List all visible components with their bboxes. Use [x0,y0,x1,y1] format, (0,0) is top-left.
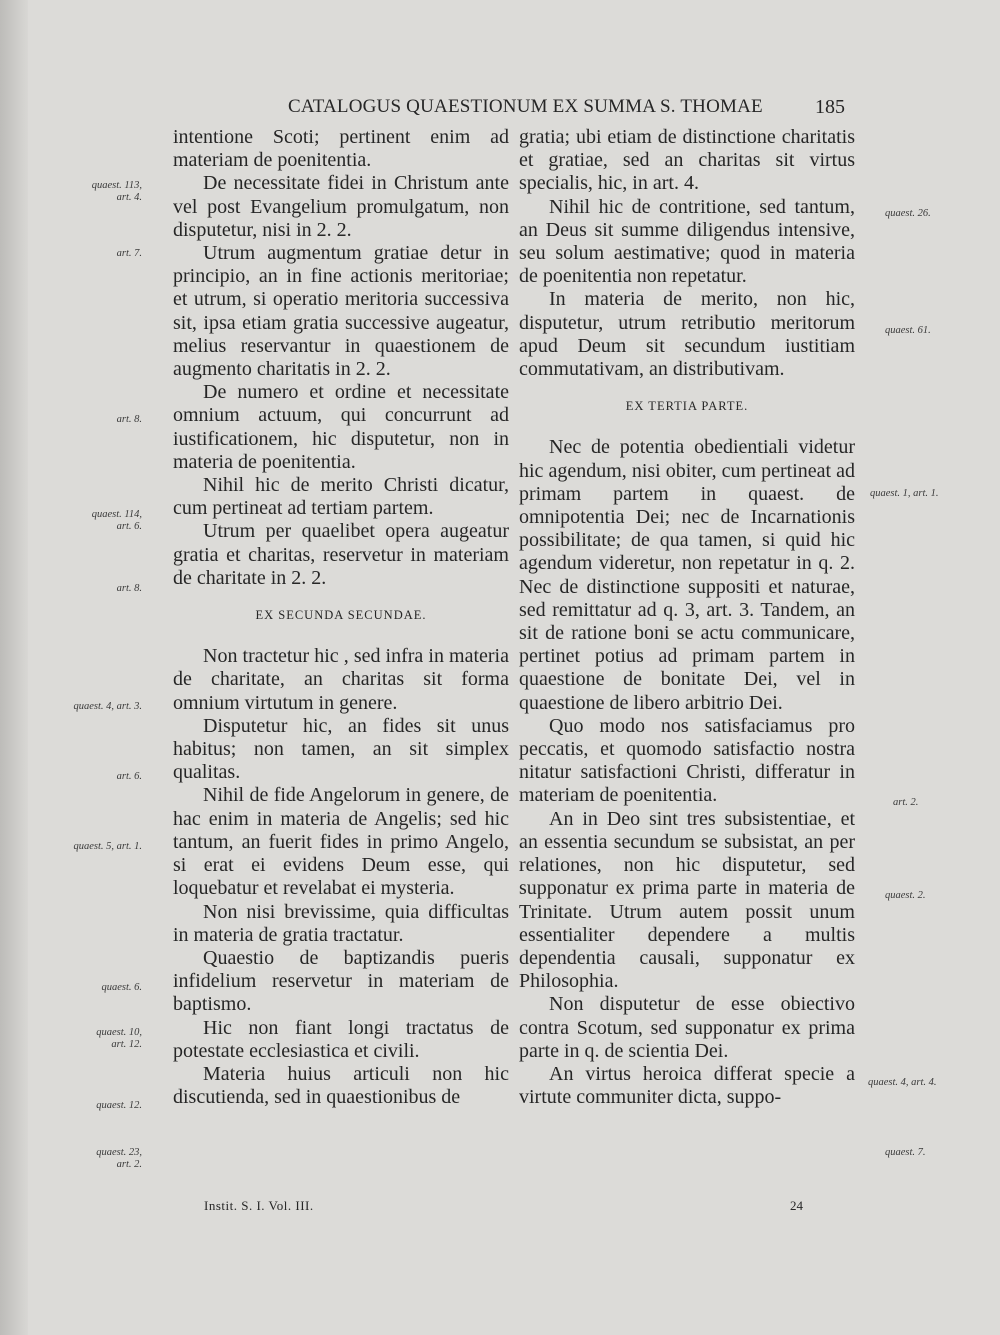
section-heading: EX SECUNDA SECUNDAE. [255,608,427,623]
paragraph: An in Deo sint tres subsistentiae, et an essentia secundum se subsistat, an per relationes, non hic disputetur, sed supponatur ex prima parte in materia de Trinitate. Utrum autem possit unum essentialiter dependere a multis dependentia causali, supponatur ex Philosophia. [519,807,855,993]
margin-reference: quaest. 1, art. 1. [870,488,939,499]
margin-reference: art. 7. [116,248,142,259]
paragraph: Materia huius articuli non hic discutienda, sed in quaestionibus de [173,1062,509,1109]
margin-reference: quaest. 6. [101,982,142,993]
margin-reference: quaest. 4, art. 3. [73,701,142,712]
paragraph: Nihil hic de contritione, sed tantum, an Deus sit summe diligendus intensive, seu solum aestimative; quod in materia de poenitentia non repetatur. [519,195,855,288]
running-title: CATALOGUS QUAESTIONUM EX SUMMA S. THOMAE [288,96,763,117]
margin-reference: quaest. 10, art. 12. [96,1027,142,1050]
paragraph: Nihil hic de merito Christi dicatur, cum pertineat ad tertiam partem. [173,474,509,520]
page-gutter-shadow [0,0,28,1335]
paragraph: Hic non fiant longi tractatus de potestate ecclesiastica et civili. [173,1016,509,1062]
paragraph: Quaestio de baptizandis pueris infidelium reservetur in materiam de baptismo. [173,946,509,1016]
left-text-column [173,126,509,1109]
margin-reference: quaest. 2. [885,890,926,901]
margin-reference: art. 2. [893,797,919,808]
margin-reference: quaest. 4, art. 4. [868,1077,937,1088]
paragraph: Non tractetur hic , sed infra in materia de charitate, an charitas sit forma omnium virtutum in genere. [173,645,509,714]
paragraph: Utrum per quaelibet opera augeatur gratia et charitas, reservetur in materiam de charitate in 2. 2. [173,520,509,589]
paragraph: Utrum augmentum gratiae detur in principio, an in fine actionis meritoriae; et utrum, si operatio meritoria successiva sit, ipsa etiam gratia successive augeatur, melius reservantur in quaestionem de augmento charitatis in 2. 2. [173,242,509,381]
paragraph: gratia; ubi etiam de distinctione charitatis et gratiae, sed an charitas sit virtus specialis, hic, in art. 4. [519,126,855,195]
margin-reference: quaest. 5, art. 1. [73,841,142,852]
paragraph: intentione Scoti; pertinent enim ad materiam de poenitentia. [173,126,509,172]
paragraph: De numero et ordine et necessitate omnium actuum, qui concurrunt ad iustificationem, hic disputetur, non in materia de poenitentia. [173,381,509,473]
paragraph: De necessitate fidei in Christum ante vel post Evangelium promulgatum, non disputetur, nisi in 2. 2. [173,172,509,241]
margin-reference: art. 6. [116,771,142,782]
paragraph: Quo modo nos satisfaciamus pro peccatis, et quomodo satisfactio nostra nitatur satisfactioni Christi, differatur in materiam de poenitentia. [519,714,855,807]
paragraph: In materia de merito, non hic, disputetur, utrum retributio meritorum apud Deum sit secundum iustitiam commutativam, an distributivam. [519,288,855,381]
margin-reference: quaest. 7. [885,1147,926,1158]
printer-signature: Instit. S. I. Vol. III. [204,1198,314,1213]
paragraph: An virtus heroica differat specie a virtute communiter dicta, suppo- [519,1062,855,1109]
page-number: 185 [815,96,845,118]
paragraph: Disputetur hic, an fides sit unus habitus; non tamen, an sit simplex qualitas. [173,714,509,784]
paragraph: Non nisi brevissime, quia difficultas in materia de gratia tractatur. [173,900,509,946]
margin-reference: quaest. 26. [885,208,931,219]
sheet-number: 24 [790,1198,803,1213]
right-text-column [519,126,855,1109]
margin-reference: art. 8. [116,583,142,594]
margin-reference: art. 8. [116,414,142,425]
paragraph: Nec de potentia obedientiali videtur hic agendum, nisi obiter, cum pertineat ad primam partem in quaest. de omnipotentia Dei; nec de Incarnationis possibilitate; de qua tamen, si quid hic agendum videretur, non repetatur in q. 2. Nec de distinctione suppositi et naturae, sed remittatur ad q. 3, art. 3. Tandem, an sit de ratione boni se actu communicare, pertinet potius ad primam partem in quaestione de bonitate Dei, vel in quaestione de libero arbitrio Dei. [519,436,855,714]
margin-reference: quaest. 23, art. 2. [96,1147,142,1170]
margin-reference: quaest. 114, art. 6. [91,509,142,532]
margin-reference: quaest. 12. [96,1100,142,1111]
margin-reference: quaest. 61. [885,325,931,336]
margin-reference: quaest. 113, art. 4. [91,180,142,203]
paragraph: Nihil de fide Angelorum in genere, de hac enim in materia de Angelis; sed hic tantum, an fuerit fides in primo Angelo, si erat ei evidens Deum esse, qui loquebatur et revelabat ei mysteria. [173,784,509,900]
paragraph: Non disputetur de esse obiectivo contra Scotum, sed supponatur ex prima parte in q. de scientia Dei. [519,993,855,1062]
section-heading: EX TERTIA PARTE. [625,399,749,414]
